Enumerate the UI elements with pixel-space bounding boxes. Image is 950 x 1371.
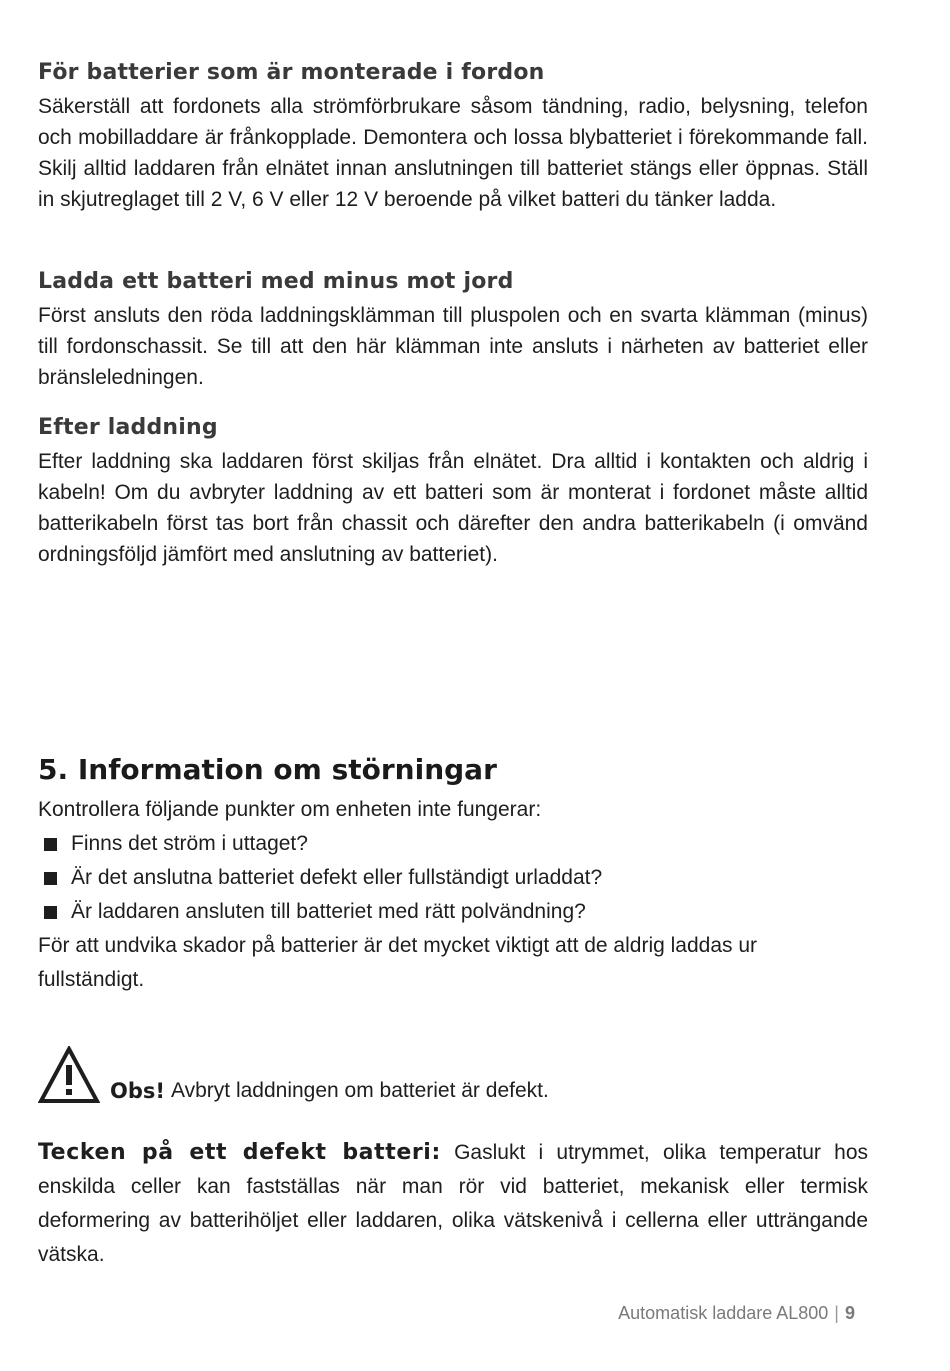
list-item-text: Finns det ström i uttaget? [71,832,308,855]
section-minus-ground [38,267,868,393]
warning-text: Avbryt laddningen om batteriet är defekt. [170,1079,549,1102]
section-body: Först ansluts den röda laddningsklämman till pluspolen och en svarta klämman (minus) till fordonschassit. Se till att den här klämman inte ansluts i närheten av batteriet eller bränsleledningen. [38,304,868,389]
bullet-square-icon [44,872,57,885]
section-heading: Ladda ett batteri med minus mot jord [38,269,514,294]
section-heading: För batterier som är monterade i fordon [38,60,545,85]
section-body: Efter laddning ska laddaren först skiljas från elnätet. Dra alltid i kontakten och aldrig i kabeln! Om du avbryter laddning av ett batteri som är monterat i fordonet måste alltid batterikabeln först tas bort från chassit och därefter den andra batterikabeln (i omvänd ordningsföljd jämfört med anslutning av batteriet). [38,450,868,566]
defect-signs-paragraph [38,1136,868,1272]
troubleshooting-intro: Kontrollera följande punkter om enheten inte fungerar: [38,798,542,821]
troubleshooting-advice: För att undvika skador på batterier är det mycket viktigt att de aldrig laddas ur fullständigt. [38,934,758,991]
section-body: Säkerställ att fordonets alla strömförbrukare såsom tändning, radio, belysning, telefon och mobilladdare är frånkopplade. Demontera och lossa blybatteriet i förekommande fall. Skilj alltid laddaren från elnätet innan anslutningen till batteriet stängs eller öppnas. Ställ in skjutreglaget till 2 V, 6 V eller 12 V beroende på vilket batteri du tänker ladda. [38,95,868,211]
bullet-square-icon [44,838,57,851]
warning-label: Obs! [110,1079,165,1103]
section-troubleshooting [38,751,868,997]
list-item [38,861,868,895]
bullet-square-icon [44,906,57,919]
list-item-text: Är det anslutna batteriet defekt eller fullständigt urladdat? [71,866,603,889]
section-after-charging [38,413,868,570]
footer-separator: | [834,1303,839,1323]
warning-notice [38,1046,868,1104]
defect-signs-text: Gaslukt i utrymmet, olika temperatur hos enskilda celler kan fastställas när man rör vid batteriet, mekanisk eller termisk deformering av batterihöljet eller laddaren, olika vätskenivå i cellerna eller utträngande vätska. [38,1141,868,1266]
section-title: 5. Information om störningar [38,753,497,786]
list-item [38,895,868,929]
list-item-text: Är laddaren ansluten till batteriet med rätt polvändning? [71,900,586,923]
footer-product-name: Automatisk laddare AL800 [618,1303,829,1323]
defect-signs-label: Tecken på ett defekt batteri: [38,1140,441,1165]
section-vehicle-batteries [38,58,868,215]
page-number: 9 [844,1303,855,1323]
page-footer [618,1300,855,1326]
section-heading: Efter laddning [38,415,218,440]
checklist [38,827,868,929]
list-item [38,827,868,861]
warning-triangle-icon [38,1046,100,1104]
